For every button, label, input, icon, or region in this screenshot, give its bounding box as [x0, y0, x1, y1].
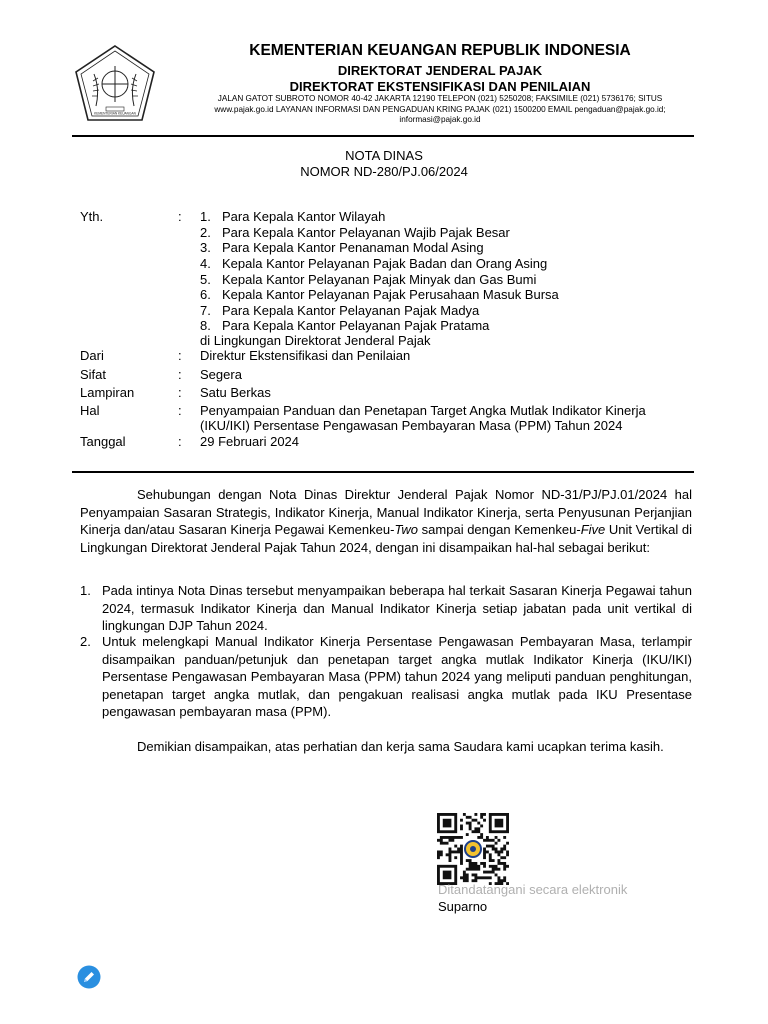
recipient-item: 7. Para Kepala Kantor Pelayanan Pajak Madya: [200, 303, 480, 318]
ministry-logo: [72, 44, 158, 124]
lampiran-value: Satu Berkas: [200, 385, 271, 400]
directorate-general-name: DIREKTORAT JENDERAL PAJAK: [337, 63, 543, 78]
esign-note: Ditandatangani secara elektronik: [438, 882, 628, 897]
field-colon: :: [178, 434, 182, 449]
signer-name: Suparno: [438, 899, 488, 914]
memo-number: NOMOR ND-280/PJ.06/2024: [300, 164, 468, 179]
recipient-item: 8. Para Kepala Kantor Pelayanan Pajak Pratama: [200, 318, 490, 333]
recipient-item: 3. Para Kepala Kantor Penanaman Modal Asing: [200, 240, 484, 255]
opening-paragraph: Sehubungan dengan Nota Dinas Direktur Jenderal Pajak Nomor ND-31/PJ/PJ.01/2024 hal Penyampaian Sasaran Strategis, Indikator Kinerja, Manual Indikator Kinerja, serta Penyusunan Perjanjian Kinerja dan/atau Sasaran Kinerja Pegawai Kemenkeu-Two sampai dengan Kemenkeu-Five Unit Vertikal di Lingkungan Direktorat Jenderal Pajak Tahun 2024, dengan ini disampaikan hal-hal sebagai berikut:: [80, 487, 692, 555]
sifat-value: Segera: [200, 367, 242, 382]
header-divider: [72, 135, 694, 137]
hal-value-line1: Penyampaian Panduan dan Penetapan Target Angka Mutlak Indikator Kinerja: [200, 403, 646, 418]
recipient-item: 6. Kepala Kantor Pelayanan Pajak Perusahaan Masuk Bursa: [200, 287, 559, 302]
ministry-name: KEMENTERIAN KEUANGAN REPUBLIK INDONESIA: [249, 42, 631, 59]
field-colon: :: [178, 348, 182, 363]
closing-paragraph: Demikian disampaikan, atas perhatian dan kerja sama Saudara kami ucapkan terima kasih.: [137, 739, 664, 754]
fields-divider: [72, 471, 694, 473]
signature-qr-code: [437, 813, 509, 885]
recipient-item: 1. Para Kepala Kantor Wilayah: [200, 209, 386, 224]
recipient-item: 2. Para Kepala Kantor Pelayanan Wajib Pajak Besar: [200, 225, 510, 240]
recipient-item: 4. Kepala Kantor Pelayanan Pajak Badan dan Orang Asing: [200, 256, 548, 271]
field-colon: :: [178, 385, 182, 400]
recipients-scope: di Lingkungan Direktorat Jenderal Pajak: [200, 333, 431, 348]
tanggal-label: Tanggal: [80, 434, 126, 449]
hal-label: Hal: [80, 403, 100, 418]
field-colon: :: [178, 367, 182, 382]
hal-value-line2: (IKU/IKI) Persentase Pengawasan Pembayaran Masa (PPM) Tahun 2024: [200, 418, 623, 433]
lampiran-label: Lampiran: [80, 385, 135, 400]
recipient-item: 5. Kepala Kantor Pelayanan Pajak Minyak dan Gas Bumi: [200, 272, 537, 287]
memo-title: NOTA DINAS: [345, 148, 423, 163]
dari-label: Dari: [80, 348, 104, 363]
tanggal-value: 29 Februari 2024: [200, 434, 300, 449]
address-line: JALAN GATOT SUBROTO NOMOR 40-42 JAKARTA 12190 TELEPON (021) 5250208; FAKSIMILE (021) 5736176; SITUS: [217, 94, 663, 103]
address-line: www.pajak.go.id LAYANAN INFORMASI DAN PENGADUAN KRING PAJAK (021) 1500200 EMAIL pengaduan@pajak.go.id;: [214, 104, 666, 114]
address-block: [175, 94, 705, 126]
field-colon: :: [178, 209, 182, 224]
dari-value: Direktur Ekstensifikasi dan Penilaian: [200, 348, 411, 363]
svg-text:KEMENTERIAN KEUANGAN: KEMENTERIAN KEUANGAN: [94, 111, 136, 116]
edit-pen-icon[interactable]: [77, 965, 101, 989]
directorate-name: DIREKTORAT EKSTENSIFIKASI DAN PENILAIAN: [289, 79, 591, 94]
address-line: informasi@pajak.go.id: [399, 115, 481, 125]
yth-label: Yth.: [80, 209, 104, 224]
sifat-label: Sifat: [80, 367, 107, 382]
field-colon: :: [178, 403, 182, 418]
